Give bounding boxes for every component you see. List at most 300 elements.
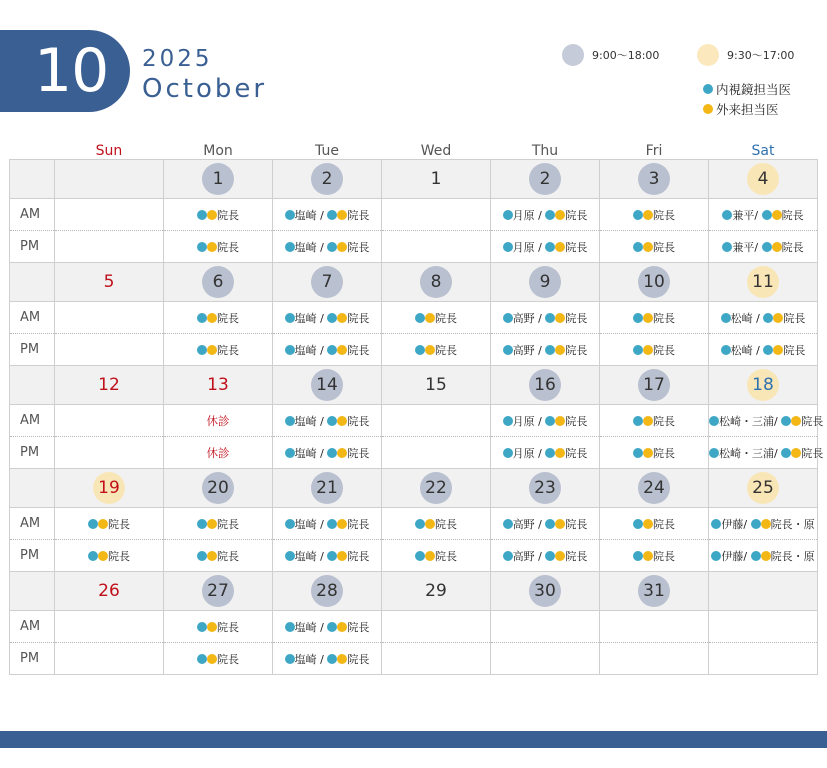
day-number: 17	[638, 369, 670, 401]
day-cell	[600, 263, 709, 302]
date-row-label-cell	[10, 366, 55, 405]
day-cell	[273, 160, 382, 199]
legend-endoscopy	[703, 80, 791, 98]
orange-dot-icon	[703, 104, 713, 114]
endoscopy-dot-icon	[327, 519, 337, 529]
day-number: 21	[311, 472, 343, 504]
endoscopy-doctor-name: 高野	[512, 517, 535, 531]
outpatient-dot-icon	[207, 345, 217, 355]
endoscopy-dot-icon	[503, 551, 513, 561]
am-slot-cell	[600, 405, 709, 437]
gray-circle-icon	[562, 44, 584, 66]
bottom-bar	[0, 731, 827, 748]
day-cell	[55, 263, 164, 302]
pm-slot-cell	[55, 231, 164, 263]
day-cell	[600, 366, 709, 405]
endoscopy-doctor-name: 高野	[512, 311, 535, 325]
day-cell	[491, 160, 600, 199]
separator: /	[752, 343, 764, 357]
endoscopy-dot-icon	[711, 551, 721, 561]
weekday-tue: Tue	[315, 143, 339, 159]
outpatient-dot-icon	[207, 622, 217, 632]
pm-slot-cell	[164, 540, 273, 572]
doctor-name: 院長	[781, 240, 804, 254]
date-row	[10, 366, 818, 405]
doctor-name: 院長	[653, 311, 675, 325]
outpatient-dot-icon	[337, 519, 347, 529]
pm-slot-cell	[709, 540, 818, 572]
outpatient-dot-icon	[425, 313, 435, 323]
outpatient-dot-icon	[643, 242, 653, 252]
doctor-name: 院長・原	[770, 517, 815, 531]
weekday-sun: Sun	[95, 143, 123, 159]
doctor-name: 院長	[653, 446, 675, 460]
outpatient-dot-icon	[207, 313, 217, 323]
endoscopy-dot-icon	[285, 345, 295, 355]
outpatient-dot-icon	[555, 416, 565, 426]
day-number: 22	[420, 472, 452, 504]
separator: /	[534, 240, 546, 254]
separator: /	[316, 517, 328, 531]
endoscopy-dot-icon	[633, 242, 643, 252]
endoscopy-dot-icon	[503, 416, 513, 426]
am-row	[10, 302, 818, 334]
day-cell	[164, 160, 273, 199]
endoscopy-dot-icon	[327, 654, 337, 664]
legend-hours-yellow	[697, 44, 794, 66]
date-row-label-cell	[10, 160, 55, 199]
day-cell	[709, 366, 818, 405]
pm-row	[10, 540, 818, 572]
pm-slot-cell	[709, 437, 824, 469]
am-row	[10, 508, 818, 540]
endoscopy-dot-icon	[197, 622, 207, 632]
weekday-sat: Sat	[751, 143, 775, 159]
day-number: 23	[529, 472, 561, 504]
separator: /	[316, 208, 328, 222]
day-number: 30	[529, 575, 561, 607]
am-row	[10, 405, 818, 437]
day-number: 15	[425, 375, 447, 395]
outpatient-dot-icon	[337, 551, 347, 561]
endoscopy-dot-icon	[327, 622, 337, 632]
month-name: October	[142, 74, 268, 104]
endoscopy-dot-icon	[633, 210, 643, 220]
endoscopy-doctor-name: 塩崎	[294, 446, 317, 460]
pm-row	[10, 643, 818, 675]
endoscopy-dot-icon	[327, 345, 337, 355]
endoscopy-doctor-name: 松崎・三浦	[719, 446, 774, 460]
day-number: 2	[311, 163, 343, 195]
endoscopy-doctor-name: 塩崎	[294, 240, 317, 254]
separator: /	[316, 311, 328, 325]
doctor-name: 院長	[801, 446, 824, 460]
endoscopy-dot-icon	[763, 313, 773, 323]
endoscopy-dot-icon	[545, 519, 555, 529]
endoscopy-doctor-name: 塩崎	[294, 414, 317, 428]
endoscopy-dot-icon	[781, 448, 791, 458]
pm-slot-cell	[382, 643, 491, 675]
day-number: 20	[202, 472, 234, 504]
pm-slot-cell	[55, 540, 164, 572]
am-slot-cell	[600, 508, 709, 540]
endoscopy-doctor-name: 塩崎	[294, 652, 317, 666]
pm-label: PM	[10, 437, 55, 469]
outpatient-dot-icon	[772, 242, 782, 252]
endoscopy-dot-icon	[197, 654, 207, 664]
endoscopy-dot-icon	[633, 313, 643, 323]
endoscopy-dot-icon	[415, 313, 425, 323]
separator: /	[774, 414, 782, 428]
endoscopy-doctor-name: 兼平	[732, 240, 755, 254]
am-slot-cell	[382, 508, 491, 540]
outpatient-dot-icon	[772, 210, 782, 220]
day-cell	[273, 366, 382, 405]
separator: /	[534, 549, 546, 563]
am-slot-cell	[382, 405, 491, 437]
am-slot-cell	[55, 611, 164, 643]
endoscopy-dot-icon	[285, 622, 295, 632]
endoscopy-dot-icon	[285, 654, 295, 664]
am-slot-cell	[709, 405, 824, 437]
weekday-spacer	[10, 139, 55, 160]
endoscopy-doctor-name: 月原	[512, 414, 535, 428]
endoscopy-dot-icon	[751, 551, 761, 561]
day-cell	[491, 572, 600, 611]
am-slot-cell	[491, 405, 600, 437]
endoscopy-doctor-name: 松崎・三浦	[719, 414, 774, 428]
outpatient-dot-icon	[773, 313, 783, 323]
am-slot-cell	[55, 405, 164, 437]
outpatient-dot-icon	[337, 416, 347, 426]
day-cell	[709, 469, 818, 508]
outpatient-dot-icon	[643, 448, 653, 458]
separator: /	[743, 549, 751, 563]
doctor-name: 院長	[435, 343, 457, 357]
outpatient-dot-icon	[425, 551, 435, 561]
day-cell	[600, 469, 709, 508]
outpatient-dot-icon	[207, 210, 217, 220]
doctor-name: 院長	[653, 240, 675, 254]
outpatient-dot-icon	[425, 519, 435, 529]
endoscopy-dot-icon	[709, 448, 719, 458]
day-cell	[55, 469, 164, 508]
am-slot-cell	[164, 405, 273, 437]
doctor-name: 院長	[435, 311, 457, 325]
pm-label: PM	[10, 334, 55, 366]
am-slot-cell	[382, 611, 491, 643]
month-number: 10	[34, 36, 109, 106]
pm-label: PM	[10, 643, 55, 675]
blue-dot-icon	[703, 84, 713, 94]
day-cell	[273, 469, 382, 508]
outpatient-dot-icon	[337, 242, 347, 252]
pm-slot-cell	[491, 437, 600, 469]
day-cell	[382, 572, 491, 611]
day-number: 8	[420, 266, 452, 298]
legend-outpatient-label: 外来担当医	[716, 102, 779, 117]
legend-hours-yellow-label: 9:30〜17:00	[727, 49, 795, 62]
doctor-name: 院長	[347, 414, 370, 428]
outpatient-dot-icon	[555, 210, 565, 220]
doctor-name: 院長	[565, 208, 588, 222]
am-slot-cell	[491, 302, 600, 334]
day-cell	[164, 366, 273, 405]
am-slot-cell	[709, 199, 818, 231]
doctor-name: 院長	[783, 343, 806, 357]
am-slot-cell	[164, 508, 273, 540]
closed-label: 休診	[206, 445, 230, 460]
separator: /	[752, 311, 764, 325]
endoscopy-dot-icon	[722, 242, 732, 252]
doctor-name: 院長	[217, 549, 239, 563]
outpatient-dot-icon	[337, 622, 347, 632]
doctor-name: 院長	[653, 517, 675, 531]
endoscopy-dot-icon	[545, 345, 555, 355]
outpatient-dot-icon	[337, 313, 347, 323]
am-slot-cell	[164, 199, 273, 231]
endoscopy-dot-icon	[751, 519, 761, 529]
endoscopy-dot-icon	[88, 551, 98, 561]
pm-row	[10, 437, 818, 469]
endoscopy-dot-icon	[711, 519, 721, 529]
closed-label: 休診	[206, 413, 230, 428]
am-slot-cell	[709, 508, 818, 540]
weekday-fri: Fri	[645, 143, 663, 159]
outpatient-dot-icon	[555, 313, 565, 323]
doctor-name: 院長	[217, 311, 239, 325]
pm-slot-cell	[382, 437, 491, 469]
am-label: AM	[10, 405, 55, 437]
day-cell	[600, 160, 709, 199]
separator: /	[534, 208, 546, 222]
pm-slot-cell	[55, 437, 164, 469]
outpatient-dot-icon	[791, 416, 801, 426]
endoscopy-dot-icon	[197, 242, 207, 252]
doctor-name: 院長	[565, 240, 588, 254]
pm-slot-cell	[273, 437, 382, 469]
pm-slot-cell	[55, 334, 164, 366]
endoscopy-dot-icon	[327, 313, 337, 323]
doctor-name: 院長	[565, 414, 588, 428]
pm-slot-cell	[164, 334, 273, 366]
am-slot-cell	[709, 611, 818, 643]
outpatient-dot-icon	[773, 345, 783, 355]
legend-endoscopy-label: 内視鏡担当医	[716, 82, 792, 97]
endoscopy-doctor-name: 伊藤	[721, 549, 744, 563]
endoscopy-dot-icon	[285, 210, 295, 220]
separator: /	[316, 414, 328, 428]
endoscopy-dot-icon	[503, 345, 513, 355]
am-slot-cell	[600, 199, 709, 231]
endoscopy-doctor-name: 月原	[512, 240, 535, 254]
doctor-name: 院長	[108, 517, 130, 531]
endoscopy-dot-icon	[781, 416, 791, 426]
endoscopy-dot-icon	[285, 551, 295, 561]
separator: /	[534, 446, 546, 460]
outpatient-dot-icon	[643, 210, 653, 220]
calendar-body	[10, 160, 824, 675]
weekday-wed: Wed	[420, 143, 452, 159]
day-cell	[491, 263, 600, 302]
am-slot-cell	[273, 405, 382, 437]
am-label: AM	[10, 611, 55, 643]
outpatient-dot-icon	[555, 448, 565, 458]
legend-hours-gray-label: 9:00〜18:00	[592, 49, 660, 62]
outpatient-dot-icon	[207, 551, 217, 561]
day-cell	[709, 160, 818, 199]
outpatient-dot-icon	[643, 313, 653, 323]
endoscopy-dot-icon	[545, 416, 555, 426]
am-slot-cell	[709, 302, 818, 334]
day-number: 7	[311, 266, 343, 298]
pm-slot-cell	[382, 231, 491, 263]
outpatient-dot-icon	[98, 551, 108, 561]
day-number: 11	[747, 266, 779, 298]
endoscopy-dot-icon	[327, 448, 337, 458]
date-row-label-cell	[10, 572, 55, 611]
outpatient-dot-icon	[425, 345, 435, 355]
date-row	[10, 572, 818, 611]
outpatient-dot-icon	[555, 551, 565, 561]
endoscopy-doctor-name: 塩崎	[294, 517, 317, 531]
yellow-circle-icon	[697, 44, 719, 66]
separator: /	[754, 240, 762, 254]
outpatient-dot-icon	[337, 345, 347, 355]
date-row-label-cell	[10, 469, 55, 508]
calendar-grid	[9, 139, 824, 675]
am-slot-cell	[382, 199, 491, 231]
doctor-name: 院長	[347, 311, 370, 325]
endoscopy-dot-icon	[285, 519, 295, 529]
endoscopy-dot-icon	[545, 313, 555, 323]
pm-slot-cell	[491, 540, 600, 572]
endoscopy-dot-icon	[415, 519, 425, 529]
pm-slot-cell	[273, 643, 382, 675]
pm-slot-cell	[382, 540, 491, 572]
am-slot-cell	[55, 199, 164, 231]
endoscopy-dot-icon	[722, 210, 732, 220]
endoscopy-dot-icon	[285, 313, 295, 323]
endoscopy-dot-icon	[633, 448, 643, 458]
pm-slot-cell	[600, 231, 709, 263]
day-cell	[382, 263, 491, 302]
day-number: 14	[311, 369, 343, 401]
day-cell	[382, 469, 491, 508]
pm-label: PM	[10, 540, 55, 572]
endoscopy-dot-icon	[415, 551, 425, 561]
outpatient-dot-icon	[555, 519, 565, 529]
doctor-name: 院長	[347, 446, 370, 460]
day-number: 31	[638, 575, 670, 607]
pm-slot-cell	[600, 643, 709, 675]
outpatient-dot-icon	[207, 242, 217, 252]
endoscopy-doctor-name: 塩崎	[294, 311, 317, 325]
outpatient-dot-icon	[207, 519, 217, 529]
endoscopy-doctor-name: 塩崎	[294, 549, 317, 563]
endoscopy-doctor-name: 松崎	[730, 311, 753, 325]
pm-slot-cell	[273, 231, 382, 263]
doctor-name: 院長	[217, 620, 239, 634]
separator: /	[534, 517, 546, 531]
am-slot-cell	[164, 302, 273, 334]
am-slot-cell	[55, 302, 164, 334]
endoscopy-doctor-name: 伊藤	[721, 517, 744, 531]
day-number: 6	[202, 266, 234, 298]
endoscopy-dot-icon	[285, 242, 295, 252]
day-cell	[55, 160, 164, 199]
day-cell	[164, 572, 273, 611]
doctor-name: 院長	[783, 311, 806, 325]
endoscopy-dot-icon	[633, 551, 643, 561]
doctor-name: 院長	[801, 414, 824, 428]
endoscopy-dot-icon	[197, 551, 207, 561]
day-cell	[382, 160, 491, 199]
day-cell	[273, 263, 382, 302]
doctor-name: 院長	[347, 620, 370, 634]
endoscopy-doctor-name: 塩崎	[294, 343, 317, 357]
am-label: AM	[10, 508, 55, 540]
outpatient-dot-icon	[207, 654, 217, 664]
separator: /	[754, 208, 762, 222]
doctor-name: 院長	[565, 311, 588, 325]
pm-slot-cell	[55, 643, 164, 675]
pm-slot-cell	[382, 334, 491, 366]
pm-slot-cell	[600, 334, 709, 366]
endoscopy-dot-icon	[285, 448, 295, 458]
doctor-name: 院長・原	[770, 549, 815, 563]
am-slot-cell	[491, 199, 600, 231]
day-number: 28	[311, 575, 343, 607]
day-number: 26	[98, 581, 120, 601]
doctor-name: 院長	[217, 240, 239, 254]
outpatient-dot-icon	[643, 345, 653, 355]
am-slot-cell	[600, 611, 709, 643]
am-row	[10, 199, 818, 231]
endoscopy-dot-icon	[762, 210, 772, 220]
endoscopy-dot-icon	[327, 416, 337, 426]
endoscopy-dot-icon	[503, 519, 513, 529]
endoscopy-doctor-name: 松崎	[730, 343, 753, 357]
endoscopy-dot-icon	[762, 242, 772, 252]
separator: /	[316, 652, 328, 666]
endoscopy-dot-icon	[503, 313, 513, 323]
separator: /	[534, 414, 546, 428]
am-slot-cell	[273, 199, 382, 231]
legend-outpatient	[703, 100, 779, 118]
pm-slot-cell	[709, 231, 818, 263]
outpatient-dot-icon	[643, 416, 653, 426]
day-number: 18	[747, 369, 779, 401]
day-cell	[709, 572, 818, 611]
outpatient-dot-icon	[643, 551, 653, 561]
endoscopy-dot-icon	[545, 551, 555, 561]
am-label: AM	[10, 199, 55, 231]
doctor-name: 院長	[347, 652, 370, 666]
endoscopy-doctor-name: 月原	[512, 208, 535, 222]
day-cell	[382, 366, 491, 405]
doctor-name: 院長	[781, 208, 804, 222]
pm-slot-cell	[709, 334, 818, 366]
day-number: 10	[638, 266, 670, 298]
am-slot-cell	[164, 611, 273, 643]
endoscopy-doctor-name: 塩崎	[294, 620, 317, 634]
day-cell	[491, 366, 600, 405]
separator: /	[534, 311, 546, 325]
day-number: 29	[425, 581, 447, 601]
separator: /	[743, 517, 751, 531]
pm-slot-cell	[491, 231, 600, 263]
